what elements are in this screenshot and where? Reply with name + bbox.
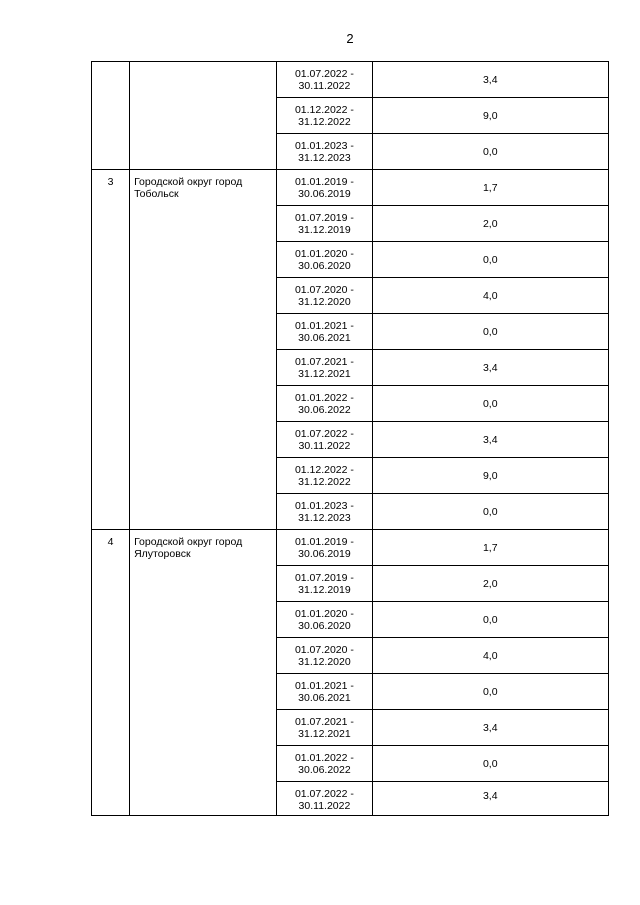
period-end: 31.12.2019 bbox=[298, 584, 351, 596]
period-end: 30.06.2020 bbox=[298, 620, 351, 632]
period-start: 01.01.2023 - bbox=[294, 500, 354, 512]
period-start: 01.07.2020 - bbox=[294, 644, 354, 656]
municipality-name-cell: Городской округ город Тобольск bbox=[130, 170, 277, 530]
value-cell: 3,4 bbox=[372, 710, 608, 746]
municipality-name-cell bbox=[130, 62, 277, 170]
period-end: 30.06.2019 bbox=[298, 548, 351, 560]
period-start: 01.01.2021 - bbox=[294, 320, 354, 332]
period-cell bbox=[277, 350, 372, 386]
value-cell: 0,0 bbox=[372, 386, 608, 422]
period-end: 31.12.2023 bbox=[298, 512, 351, 524]
period-end: 30.06.2020 bbox=[298, 260, 351, 272]
period-cell bbox=[277, 710, 372, 746]
table-row bbox=[92, 530, 609, 566]
municipality-name-cell: Городской округ город Ялуторовск bbox=[130, 530, 277, 816]
period-start: 01.07.2019 - bbox=[294, 212, 354, 224]
period-end: 30.11.2022 bbox=[298, 800, 351, 812]
period-cell bbox=[277, 422, 372, 458]
value-cell: 0,0 bbox=[372, 674, 608, 710]
value-cell: 4,0 bbox=[372, 638, 608, 674]
value-cell: 3,4 bbox=[372, 350, 608, 386]
period-cell bbox=[277, 134, 372, 170]
period-end: 31.12.2020 bbox=[298, 656, 351, 668]
period-end: 30.06.2019 bbox=[298, 188, 351, 200]
period-start: 01.01.2019 - bbox=[294, 176, 354, 188]
period-cell bbox=[277, 602, 372, 638]
period-start: 01.01.2020 - bbox=[294, 248, 354, 260]
value-cell: 0,0 bbox=[372, 242, 608, 278]
period-cell bbox=[277, 386, 372, 422]
period-cell bbox=[277, 530, 372, 566]
period-cell bbox=[277, 206, 372, 242]
value-cell: 2,0 bbox=[372, 566, 608, 602]
period-cell bbox=[277, 674, 372, 710]
period-end: 31.12.2022 bbox=[298, 476, 351, 488]
value-cell: 0,0 bbox=[372, 602, 608, 638]
period-cell bbox=[277, 278, 372, 314]
period-start: 01.07.2020 - bbox=[294, 284, 354, 296]
table-row bbox=[92, 170, 609, 206]
table-row bbox=[92, 62, 609, 98]
period-start: 01.12.2022 - bbox=[294, 104, 354, 116]
period-start: 01.01.2019 - bbox=[294, 536, 354, 548]
period-end: 30.06.2022 bbox=[298, 404, 351, 416]
value-cell: 9,0 bbox=[372, 98, 608, 134]
value-cell: 1,7 bbox=[372, 170, 608, 206]
period-start: 01.07.2019 - bbox=[294, 572, 354, 584]
value-cell: 2,0 bbox=[372, 206, 608, 242]
period-cell bbox=[277, 242, 372, 278]
period-cell bbox=[277, 314, 372, 350]
value-cell: 3,4 bbox=[372, 782, 608, 816]
value-cell: 3,4 bbox=[372, 62, 608, 98]
rates-table bbox=[91, 61, 609, 816]
period-start: 01.12.2022 - bbox=[294, 464, 354, 476]
value-cell: 0,0 bbox=[372, 134, 608, 170]
period-cell bbox=[277, 566, 372, 602]
period-end: 31.12.2021 bbox=[298, 728, 351, 740]
row-number-cell: 3 bbox=[92, 170, 130, 530]
period-end: 31.12.2023 bbox=[298, 152, 351, 164]
period-end: 30.06.2021 bbox=[298, 332, 351, 344]
period-end: 30.11.2022 bbox=[298, 440, 351, 452]
period-start: 01.07.2022 - bbox=[294, 788, 354, 800]
period-end: 30.11.2022 bbox=[298, 80, 351, 92]
period-end: 30.06.2022 bbox=[298, 764, 351, 776]
period-start: 01.07.2021 - bbox=[294, 716, 354, 728]
value-cell: 0,0 bbox=[372, 494, 608, 530]
value-cell: 1,7 bbox=[372, 530, 608, 566]
period-cell bbox=[277, 170, 372, 206]
period-start: 01.07.2022 - bbox=[294, 68, 354, 80]
period-cell bbox=[277, 98, 372, 134]
value-cell: 3,4 bbox=[372, 422, 608, 458]
period-end: 31.12.2021 bbox=[298, 368, 351, 380]
period-start: 01.01.2023 - bbox=[294, 140, 354, 152]
period-start: 01.01.2022 - bbox=[294, 752, 354, 764]
period-start: 01.07.2022 - bbox=[294, 428, 354, 440]
period-start: 01.07.2021 - bbox=[294, 356, 354, 368]
period-cell bbox=[277, 638, 372, 674]
period-cell bbox=[277, 782, 372, 816]
period-cell bbox=[277, 62, 372, 98]
value-cell: 0,0 bbox=[372, 314, 608, 350]
rates-table-body bbox=[92, 62, 609, 816]
value-cell: 9,0 bbox=[372, 458, 608, 494]
period-end: 31.12.2020 bbox=[298, 296, 351, 308]
row-number-cell: 4 bbox=[92, 530, 130, 816]
period-cell bbox=[277, 458, 372, 494]
period-end: 30.06.2021 bbox=[298, 692, 351, 704]
period-start: 01.01.2022 - bbox=[294, 392, 354, 404]
row-number-cell bbox=[92, 62, 130, 170]
period-start: 01.01.2020 - bbox=[294, 608, 354, 620]
value-cell: 0,0 bbox=[372, 746, 608, 782]
period-end: 31.12.2022 bbox=[298, 116, 351, 128]
value-cell: 4,0 bbox=[372, 278, 608, 314]
period-end: 31.12.2019 bbox=[298, 224, 351, 236]
period-cell bbox=[277, 746, 372, 782]
page-number: 2 bbox=[346, 31, 354, 46]
period-start: 01.01.2021 - bbox=[294, 680, 354, 692]
period-cell bbox=[277, 494, 372, 530]
